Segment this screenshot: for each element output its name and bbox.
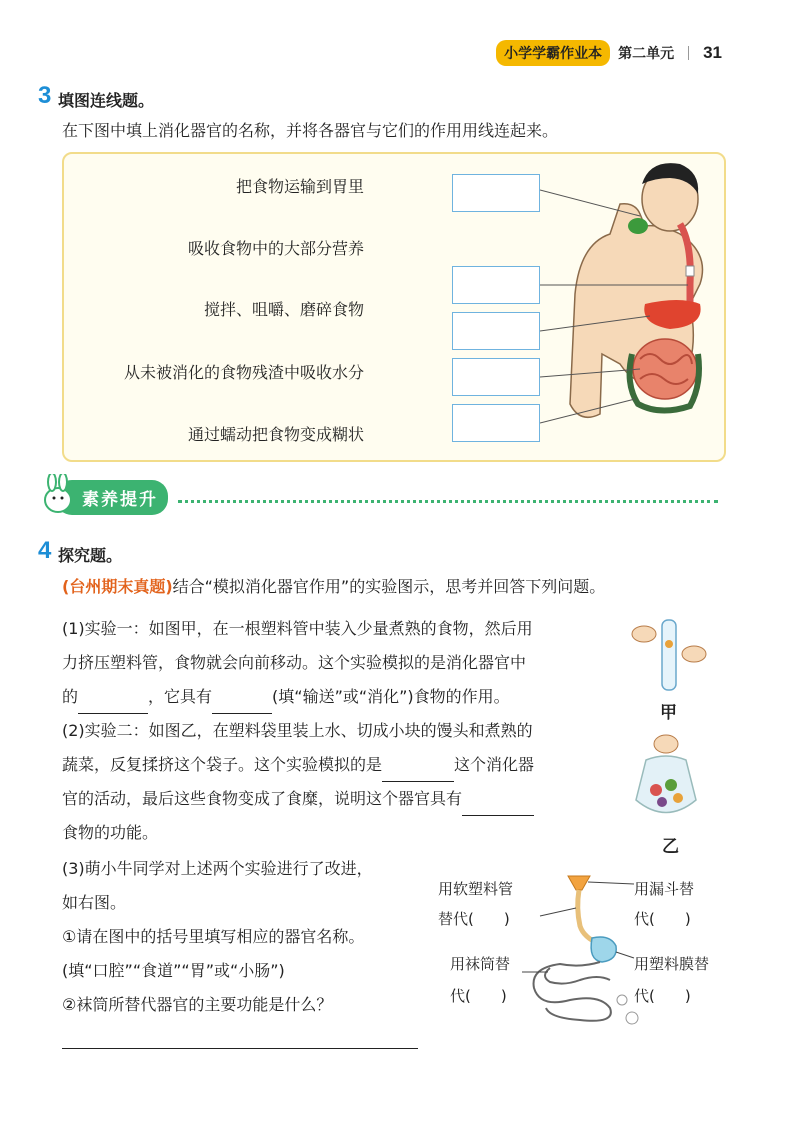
part2-line: (2)实验二：如图乙，在塑料袋里装上水、切成小块的馒头和煮熟的 [62, 721, 533, 740]
part3-line: (填“口腔”“食道”“胃”或“小肠”) [62, 961, 285, 980]
organ-answer-box[interactable] [452, 174, 540, 212]
label-film-blank[interactable]: 代( ) [634, 987, 691, 1005]
function-item: 从未被消化的食物残渣中吸收水分 [123, 363, 364, 382]
part1-text: (填“输送”或“消化”)食物的作用。 [272, 687, 510, 706]
label-soft-tube: 用软塑料管 [438, 880, 514, 898]
q4-intro [62, 576, 605, 598]
answer-blank[interactable] [212, 696, 272, 714]
part3-line: ①请在图中的括号里填写相应的器官名称。 [62, 927, 365, 946]
figure-caption-jia: 甲 [660, 703, 677, 723]
answer-blank[interactable] [78, 696, 148, 714]
label-sock: 用袜筒替 [450, 955, 511, 973]
part2-line: 食物的功能。 [62, 823, 159, 842]
experiment-jia-illustration [614, 614, 724, 694]
organ-answer-box[interactable] [452, 404, 540, 442]
intro-text: 结合“模拟消化器官作用”的实验图示，思考并回答下列问题。 [172, 577, 606, 596]
part2-text: 这个消化器 [454, 755, 535, 774]
q3-number: 3 [38, 82, 52, 109]
organ-answer-box[interactable] [452, 358, 540, 396]
label-sock-blank[interactable]: 代( ) [450, 987, 507, 1005]
model-digestive-diagram [520, 868, 640, 1038]
label-funnel: 用漏斗替 [634, 880, 695, 898]
label-soft-tube-blank[interactable]: 替代( ) [438, 910, 510, 928]
function-item: 搅拌、咀嚼、磨碎食物 [203, 300, 364, 319]
label-film: 用塑料膜替 [634, 955, 710, 973]
q4-title: 探究题。 [58, 546, 123, 565]
unit-label: 第二单元 [618, 46, 675, 62]
function-item: 吸收食物中的大部分营养 [187, 239, 364, 258]
part3-line: ②袜筒所替代器官的主要功能是什么？ [62, 995, 333, 1014]
section-banner [40, 480, 168, 515]
answer-blank[interactable] [382, 764, 454, 782]
organ-answer-box[interactable] [452, 266, 540, 304]
part1-text: 的 [62, 687, 79, 706]
part2-line [62, 748, 534, 782]
experiment-yi-illustration [626, 730, 706, 830]
part1-line: 力挤压塑料管，食物就会向前移动。这个实验模拟的是消化器官中 [62, 653, 527, 672]
q4-part2 [62, 714, 534, 850]
label-funnel-blank[interactable]: 代( ) [634, 910, 691, 928]
q3-title: 填图连线题。 [58, 91, 155, 110]
organ-answer-box[interactable] [452, 312, 540, 350]
answer-line[interactable] [62, 1048, 418, 1049]
part1-line: (1)实验一：如图甲，在一根塑料管中装入少量煮熟的食物，然后用 [62, 619, 533, 638]
q4-part3 [62, 852, 373, 1022]
function-item: 通过蠕动把食物变成糊状 [187, 425, 364, 444]
dotted-divider [178, 500, 718, 503]
part1-text: ，它具有 [148, 687, 213, 706]
q3-instruction: 在下图中填上消化器官的名称，并将各器官与它们的作用用线连起来。 [62, 121, 559, 140]
header-divider [688, 46, 689, 60]
function-item: 把食物运输到胃里 [235, 177, 364, 196]
book-badge: 小学学霸作业本 [496, 40, 610, 66]
part3-line: 如右图。 [62, 893, 127, 912]
part2-line [62, 782, 534, 816]
figure-caption-yi: 乙 [662, 837, 679, 857]
rabbit-mascot-icon [40, 474, 76, 514]
q4-number: 4 [38, 537, 52, 564]
part1-line [62, 680, 533, 714]
answer-blank[interactable] [462, 798, 534, 816]
banner-label: 素养提升 [56, 480, 168, 515]
q3-panel [62, 152, 726, 462]
q4-part1 [62, 612, 533, 714]
part2-text: 蔬菜，反复揉挤这个袋子。这个实验模拟的是 [62, 755, 383, 774]
source-tag: (台州期末真题) [62, 577, 173, 596]
part3-line: (3)萌小牛同学对上述两个实验进行了改进， [62, 859, 373, 878]
page-number: 31 [703, 43, 722, 62]
part2-text: 官的活动，最后这些食物变成了食糜，说明这个器官具有 [62, 789, 463, 808]
digestive-system-illustration [540, 154, 726, 460]
page-header [496, 40, 722, 66]
